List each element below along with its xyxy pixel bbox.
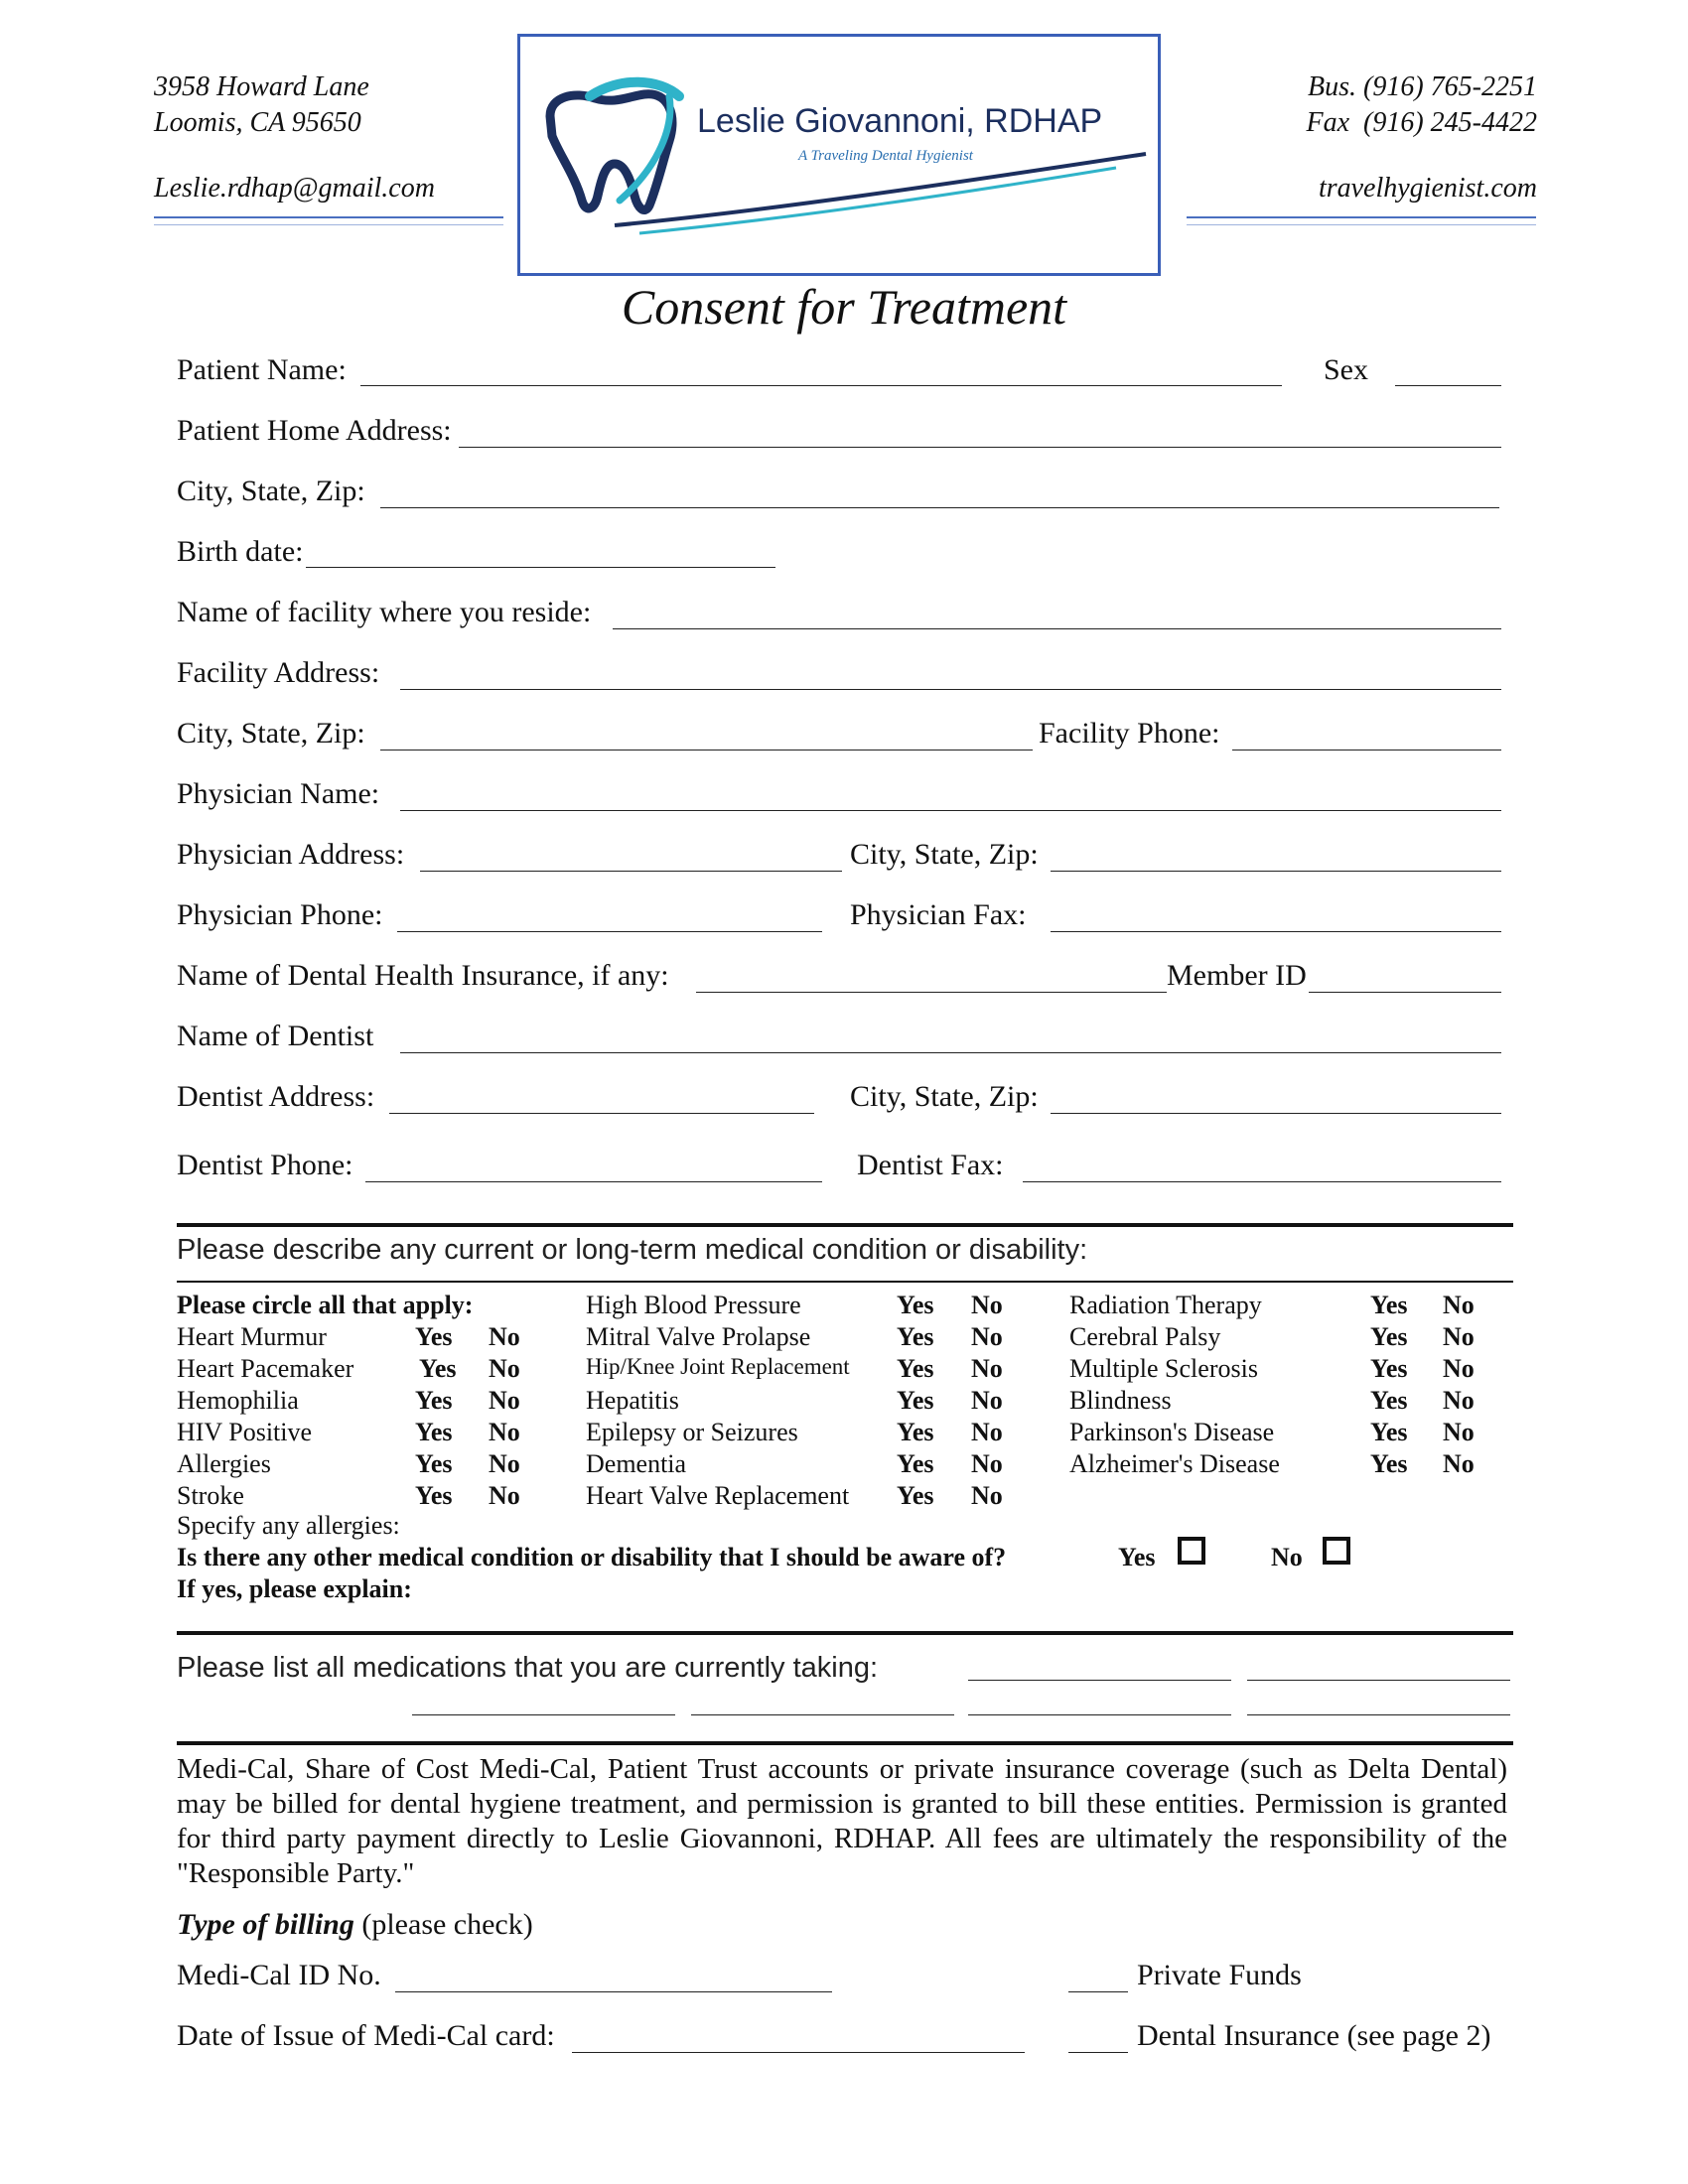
medication-field-5[interactable] [968,1714,1231,1715]
no-option[interactable]: No [489,1354,520,1383]
medication-field-4[interactable] [691,1714,954,1715]
section-divider-thin [177,1281,1513,1283]
physician-name-label: Physician Name: [177,777,380,810]
medication-field-2[interactable] [1247,1680,1510,1681]
facility-name-label: Name of facility where you reside: [177,596,592,628]
yes-option[interactable]: Yes [415,1481,453,1510]
physician-phone-label: Physician Phone: [177,898,383,931]
dentist-city-field[interactable] [1051,1113,1501,1114]
other-condition-question: Is there any other medical condition or disability that I should be aware of? [177,1543,1007,1571]
patient-name-label: Patient Name: [177,353,347,386]
condition-label: Heart Pacemaker [177,1354,354,1383]
no-option[interactable]: No [489,1481,520,1510]
website-link[interactable]: travelhygienist.com [1318,173,1537,204]
dental-insurance-label: Dental Insurance (see page 2) [1137,2019,1491,2052]
private-funds-label: Private Funds [1137,1959,1302,1991]
facility-name-field[interactable] [613,628,1501,629]
condition-label: Heart Valve Replacement [586,1481,850,1510]
email-link[interactable]: Leslie.rdhap@gmail.com [154,173,435,204]
no-option[interactable]: No [1443,1354,1475,1383]
physician-address-label: Physician Address: [177,838,405,871]
other-no-checkbox[interactable] [1323,1537,1350,1565]
yes-option[interactable]: Yes [897,1386,934,1415]
no-option[interactable]: No [489,1418,520,1446]
billing-type-hint: (please check) [353,1908,533,1941]
dentist-phone-label: Dentist Phone: [177,1149,353,1181]
medication-field-1[interactable] [968,1680,1231,1681]
physician-fax-field[interactable] [1051,931,1501,932]
yes-option[interactable]: Yes [1370,1322,1408,1351]
yes-option[interactable]: Yes [415,1386,453,1415]
other-yes-label: Yes [1118,1543,1156,1571]
medical-describe-prompt: Please describe any current or long-term medical condition or disability: [177,1234,1088,1266]
medication-field-3[interactable] [412,1714,675,1715]
header-rule-right-thin [1187,224,1536,225]
city-state-zip-field[interactable] [380,507,1499,508]
home-address-label: Patient Home Address: [177,414,452,447]
medical-id-label: Medi-Cal ID No. [177,1959,381,1991]
circle-heading: Please circle all that apply: [177,1291,474,1319]
no-option[interactable]: No [971,1481,1003,1510]
dentist-address-label: Dentist Address: [177,1080,375,1113]
condition-label: Radiation Therapy [1069,1291,1262,1319]
condition-label: HIV Positive [177,1418,313,1446]
yes-option[interactable]: Yes [897,1481,934,1510]
condition-label: Multiple Sclerosis [1069,1354,1258,1383]
date-issue-field[interactable] [572,2052,1025,2053]
yes-option[interactable]: Yes [1370,1386,1408,1415]
condition-label: Hemophilia [177,1386,299,1415]
yes-option[interactable]: Yes [897,1354,934,1383]
yes-option[interactable]: Yes [897,1291,934,1319]
no-option[interactable]: No [971,1418,1003,1446]
member-id-field[interactable] [1309,992,1501,993]
bus-phone: Bus. (916) 765-2251 [1308,71,1537,102]
header-rule-left [154,216,503,218]
header-rule-right [1187,216,1536,218]
no-option[interactable]: No [1443,1322,1475,1351]
insurance-name-label: Name of Dental Health Insurance, if any: [177,959,669,992]
condition-label: Blindness [1069,1386,1172,1415]
condition-label: Hip/Knee Joint Replacement [586,1354,850,1379]
physician-name-field[interactable] [400,810,1501,811]
yes-option[interactable]: Yes [415,1322,453,1351]
if-yes-explain-label: If yes, please explain: [177,1574,412,1603]
no-option[interactable]: No [1443,1449,1475,1478]
private-funds-check[interactable] [1068,1991,1128,1992]
yes-option[interactable]: Yes [897,1322,934,1351]
no-option[interactable]: No [971,1291,1003,1319]
dentist-name-field[interactable] [400,1052,1501,1053]
section-divider [177,1223,1513,1227]
facility-phone-label: Facility Phone: [1039,717,1220,750]
physician-phone-field[interactable] [397,931,822,932]
home-address-field[interactable] [459,447,1501,448]
physician-address-field[interactable] [420,871,842,872]
address-line-2: Loomis, CA 95650 [154,107,361,138]
condition-label: Cerebral Palsy [1069,1322,1221,1351]
facility-city-label: City, State, Zip: [177,717,365,750]
billing-divider [177,1741,1513,1745]
no-option[interactable]: No [971,1449,1003,1478]
date-issue-label: Date of Issue of Medi-Cal card: [177,2019,555,2052]
dentist-name-label: Name of Dentist [177,1020,374,1052]
birth-date-field[interactable] [306,567,775,568]
no-option[interactable]: No [1443,1418,1475,1446]
medication-field-6[interactable] [1247,1714,1510,1715]
dentist-address-field[interactable] [389,1113,814,1114]
physician-fax-label: Physician Fax: [850,898,1027,931]
facility-address-label: Facility Address: [177,656,380,689]
no-option[interactable]: No [489,1386,520,1415]
yes-option[interactable]: Yes [415,1418,453,1446]
yes-option[interactable]: Yes [415,1449,453,1478]
yes-option[interactable]: Yes [897,1449,934,1478]
fax-phone: Fax (916) 245-4422 [1306,107,1537,138]
yes-option[interactable]: Yes [419,1354,457,1383]
specify-allergies-label: Specify any allergies: [177,1511,400,1540]
yes-option[interactable]: Yes [1370,1354,1408,1383]
billing-type-heading [177,1908,533,1942]
billing-paragraph: Medi-Cal, Share of Cost Medi-Cal, Patient Trust accounts or private insurance coverage (such as Delta Dental) may be billed for dental hygiene treatment, and permission is granted to bill these entities. Permission is granted for third party payment directly to Leslie Giovannoni, RDHAP. All fees are ultimately the responsibility of the "Responsible Party." [177,1753,1507,1889]
dentist-city-label: City, State, Zip: [850,1080,1039,1113]
condition-label: Heart Murmur [177,1322,327,1351]
patient-name-field[interactable] [360,385,1282,386]
dentist-phone-field[interactable] [365,1181,822,1182]
physician-city-field[interactable] [1051,871,1501,872]
header-rule-left-thin [154,224,503,225]
no-option[interactable]: No [489,1322,520,1351]
facility-phone-field[interactable] [1232,750,1501,751]
dentist-fax-label: Dentist Fax: [857,1149,1004,1181]
billing-type-label: Type of billing [177,1908,354,1941]
sex-field[interactable] [1395,385,1501,386]
no-option[interactable]: No [489,1449,520,1478]
yes-option[interactable]: Yes [1370,1449,1408,1478]
condition-label: Mitral Valve Prolapse [586,1322,811,1351]
dental-insurance-check[interactable] [1068,2052,1128,2053]
no-option[interactable]: No [1443,1291,1475,1319]
member-id-label: Member ID [1167,959,1307,992]
no-option[interactable]: No [971,1354,1003,1383]
address-line-1: 3958 Howard Lane [154,71,369,102]
city-state-zip-label: City, State, Zip: [177,475,365,507]
condition-label: Alzheimer's Disease [1069,1449,1280,1478]
no-option[interactable]: No [971,1322,1003,1351]
medications-divider [177,1631,1513,1635]
medications-prompt: Please list all medications that you are currently taking: [177,1652,879,1684]
logo-tagline: A Traveling Dental Hygienist [798,148,973,164]
condition-label: Stroke [177,1481,244,1510]
condition-label: Hepatitis [586,1386,679,1415]
no-option[interactable]: No [971,1386,1003,1415]
facility-city-field[interactable] [380,750,1033,751]
condition-label: Dementia [586,1449,687,1478]
medical-id-field[interactable] [395,1991,832,1992]
yes-option[interactable]: Yes [897,1418,934,1446]
no-option[interactable]: No [1443,1386,1475,1415]
condition-label: Allergies [177,1449,271,1478]
logo-box [517,34,1161,276]
insurance-name-field[interactable] [696,992,1167,993]
condition-label: Epilepsy or Seizures [586,1418,798,1446]
page-title: Consent for Treatment [621,279,1067,335]
physician-city-label: City, State, Zip: [850,838,1039,871]
other-yes-checkbox[interactable] [1178,1537,1205,1565]
sex-label: Sex [1324,353,1368,386]
other-no-label: No [1271,1543,1303,1571]
yes-option[interactable]: Yes [1370,1291,1408,1319]
condition-label: High Blood Pressure [586,1291,801,1319]
condition-label: Parkinson's Disease [1069,1418,1275,1446]
birth-date-label: Birth date: [177,535,304,568]
dentist-fax-field[interactable] [1023,1181,1501,1182]
yes-option[interactable]: Yes [1370,1418,1408,1446]
logo-name: Leslie Giovannoni, RDHAP [697,102,1103,140]
facility-address-field[interactable] [400,689,1501,690]
